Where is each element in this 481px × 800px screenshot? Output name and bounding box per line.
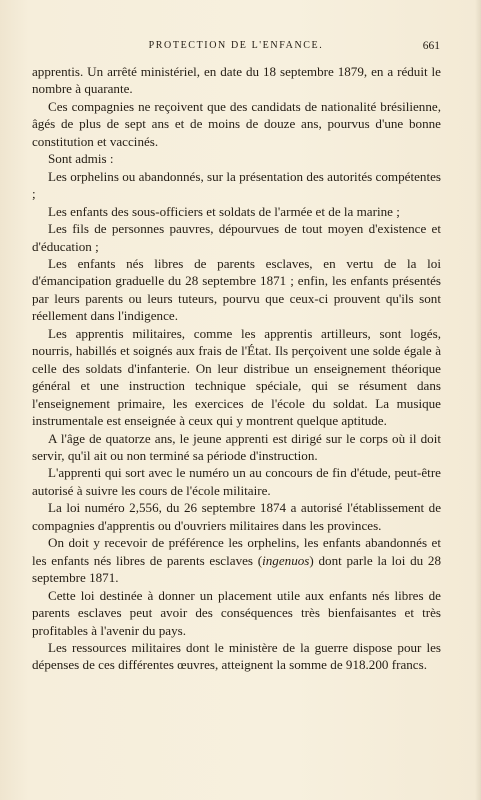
paragraph-poor-families: Les fils de personnes pauvres, dépourvues de tout moyen d'existence et d'éducation ; <box>32 221 441 254</box>
paragraph-preference: On doit y recevoir de préférence les orphelins, les enfants abandonnés et les enfants nés libres de parents esclaves (ingenuos) dont parle la loi du 28 septembre 1871. <box>32 535 441 586</box>
paragraph-resources: Les ressources militaires dont le ministère de la guerre dispose pour les dépenses de ces différentes œuvres, atteignent la somme de 918.200 francs. <box>32 639 441 673</box>
italic-term: ingenuos <box>262 552 310 568</box>
paragraph-law-2556: La loi numéro 2,556, du 26 septembre 1874 a autorisé l'établissement de compagnies d'apprentis ou d'ouvriers militaires dans les provinces. <box>32 500 441 533</box>
paragraph-soldiers-children: Les enfants des sous-officiers et soldats de l'armée et de la marine ; <box>48 203 400 219</box>
page-number: 661 <box>422 40 440 52</box>
page-edge-shadow <box>475 0 481 800</box>
paragraph-admitted-heading: Sont admis : <box>48 151 114 167</box>
paragraph-orphans: Les orphelins ou abandonnés, sur la présentation des autorités compétentes ; <box>32 168 441 202</box>
paragraph-top-apprentice: L'apprenti qui sort avec le numéro un au concours de fin d'étude, peut-être autorisé à suivre les cours de l'école militaire. <box>32 465 441 498</box>
paragraph-admission-criteria: Ces compagnies ne reçoivent que des candidats de nationalité brésilienne, âgés de plus de sept ans et de moins de douze ans, pourvus d'une bonne constitution et vaccinés. <box>32 98 441 149</box>
running-title: PROTECTION DE L'ENFANCE. <box>148 40 324 51</box>
paragraph-age-fourteen: A l'âge de quatorze ans, le jeune apprenti est dirigé sur le corps où il doit servir, qu'il ait ou non terminé sa période d'instruction. <box>32 430 441 463</box>
page-header <box>32 39 440 55</box>
body-text <box>32 63 441 674</box>
paragraph-military-apprentices: Les apprentis militaires, comme les apprentis artilleurs, sont logés, nourris, habillés et soignés aux frais de l'État. Ils perçoivent une solde égale à celle des soldats d'infanterie. On leur distribue un enseignement théorique général et une instruction technique spéciale, qui se résument dans l'enseignement primaire, les exercices de l'école du soldat. La musique instrumentale est enseignée à ceux qui y montrent quelque aptitude. <box>32 325 441 429</box>
paragraph-law-purpose: Cette loi destinée à donner un placement utile aux enfants nés libres de parents esclaves peut avoir des conséquences très bienfaisantes et très profitables à l'avenir du pays. <box>32 587 441 638</box>
paragraph-emancipation: Les enfants nés libres de parents esclaves, en vertu de la loi d'émancipation graduelle du 28 septembre 1871 ; enfin, les enfants présentés par leurs parents ou leurs tuteurs, pourvu que ceux-ci prouvent qu'ils sont réellement dans l'indigence. <box>32 255 441 324</box>
paragraph-continuation: apprentis. Un arrêté ministériel, en date du 18 septembre 1879, en a réduit le nombre à quarante. <box>32 64 441 97</box>
